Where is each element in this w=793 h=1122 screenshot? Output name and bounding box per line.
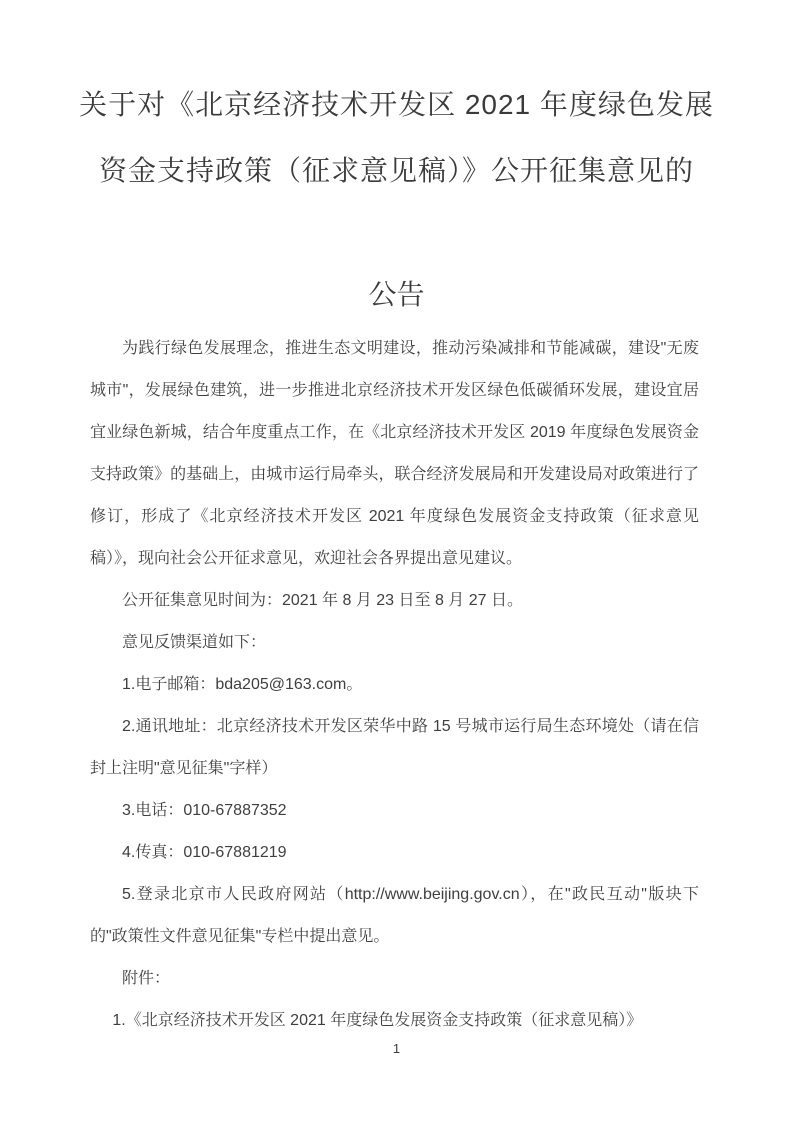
website-channel-item: 5.登录北京市人民政府网站（http://www.beijing.gov.cn），在"政民互动"版块下的"政策性文件意见征集"专栏中提出意见。 <box>90 886 699 945</box>
document-title <box>0 0 793 204</box>
document-body <box>90 328 699 1042</box>
document-title-line-1: 关于对《北京经济技术开发区 2021 年度绿色发展 <box>79 89 714 120</box>
intro-paragraph: 为践行绿色发展理念，推进生态文明建设，推动污染减排和节能减碳，建设"无废城市"，发展绿色建筑，进一步推进北京经济技术开发区绿色低碳循环发展，建设宜居宜业绿色新城，结合年度重点工作，在《北京经济技术开发区 2019 年度绿色发展资金支持政策》的基础上，由城市运行局牵头，联合经济发展局和开发建设局对政策进行了修订，形成了《北京经济技术开发区 2021 年度绿色发展资金支持政策（征求意见稿）》，现向社会公开征求意见，欢迎社会各界提出意见建议。 <box>90 340 699 567</box>
phone-channel-item: 3.电话：010-67887352 <box>122 802 287 819</box>
document-title-line-2: 资金支持政策（征求意见稿）》公开征集意见的 <box>98 155 694 186</box>
attachment-list-item: 1.《北京经济技术开发区 2021 年度绿色发展资金支持政策（征求意见稿）》 <box>112 1012 643 1029</box>
email-channel-item: 1.电子邮箱：bda205@163.com。 <box>122 676 363 693</box>
mail-address-channel-item: 2.通讯地址：北京经济技术开发区荣华中路 15 号城市运行局生态环境处（请在信封上注明"意见征集"字样） <box>90 718 699 777</box>
consultation-period-paragraph: 公开征集意见时间为：2021 年 8 月 23 日至 8 月 27 日。 <box>122 592 523 609</box>
fax-channel-item: 4.传真：010-67881219 <box>122 844 287 861</box>
page-number: 1 <box>392 1041 401 1056</box>
attachments-label: 附件： <box>122 970 171 987</box>
feedback-channels-heading: 意见反馈渠道如下： <box>122 634 267 651</box>
announcement-heading: 公告 <box>368 279 425 310</box>
